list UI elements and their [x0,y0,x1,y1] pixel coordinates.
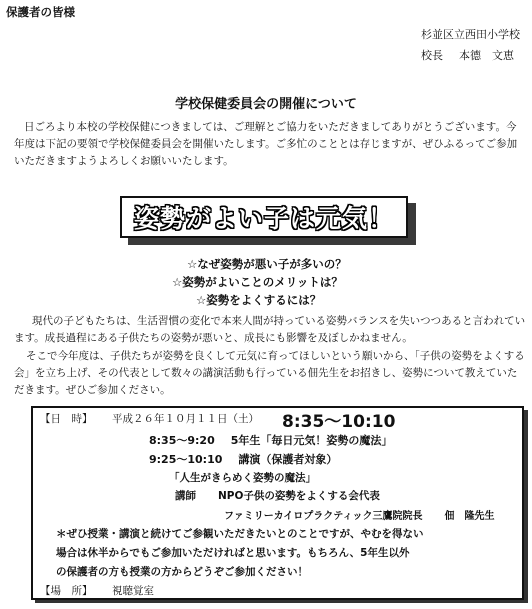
lecture-title: 「人生がきらめく姿勢の魔法」 [169,472,316,484]
question-3: ☆姿勢をよくするには？ [196,293,322,307]
event-time: 8:35〜10:10 [282,412,396,432]
session-2 [149,451,337,467]
lecturer-clinic: ファミリーカイロプラクティック三鷹院院長 [224,511,423,522]
principal-name: 本德 文恵 [459,49,514,62]
lecturer-org: NPO子供の姿勢をよくする会代表 [218,490,380,502]
session-1-desc: 5年生「毎日元気！姿勢の魔法」 [230,434,393,447]
question-2: ☆姿勢がよいことのメリットは？ [172,275,343,289]
addressee: 保護者の皆様 [6,5,75,19]
note-line-2: 場合は休半からでもご参加いただければと思います。もちろん、5年生以外 [56,547,410,559]
date-label: 【日 時】 [40,413,93,425]
intro-paragraph: 日ごろより本校の学校保健につきましては、ご理解とご協力をいただきましてありがとうございます。今年度は下記の要領で学校保健委員会を開催いたします。ご多忙のこととは存じますが、ぜひふるってご参加いただきますようよろしくお願いいたします。 [14,121,518,167]
lecturer-label: 講師 [175,490,196,502]
event-date: 平成２６年１０月１１日（土） [112,413,259,425]
session-1-time: 8:35〜9:20 [149,434,215,447]
note-line-3: の保護者の方も授業の方からどうぞご参加ください！ [56,566,308,578]
details-box-shadow-right [524,410,528,603]
body-paragraph-1: 現代の子どもたちは、生活習慣の変化で本来人間が持っている姿勢バランスを失いつつあると言われています。成長過程にある子供たちの姿勢が悪いと、成長にも影響を及ぼしかねません。 [14,315,526,344]
lecturer [175,488,380,503]
principal [421,47,514,63]
session-2-time: 9:25〜10:10 [149,453,223,466]
note-line-1: ＊ぜひ授業・講演と続けてご参観いただきたいとのことですが、やむを得ない [56,528,424,540]
event-place: 視聴覚室 [112,585,154,597]
banner-text: 姿勢がよい子は元気！ [133,204,394,233]
session-2-desc: 講演（保護者対象） [238,453,338,466]
lecturer-name: 佃 隆先生 [444,511,495,522]
body-paragraph-2: そこで今年度は、子供たちが姿勢を良くして元気に育ってほしいという願いから、「子供の姿勢をよくする会」を立ち上げ、その代表として数々の講演活動も行っている佃先生をお招きし、姿勢について教えていただきます。ぜひご参加ください。 [14,350,525,396]
principal-title: 校長 [421,49,443,62]
banner [120,196,408,238]
document-title: 学校保健委員会の開催について [175,97,357,112]
session-1 [149,432,392,448]
place-label: 【場 所】 [40,585,93,597]
question-1: ☆なぜ姿勢が悪い子が多いの？ [187,257,347,271]
school-name: 杉並区立西田小学校 [421,28,520,41]
lecturer-clinic-line [224,507,495,522]
